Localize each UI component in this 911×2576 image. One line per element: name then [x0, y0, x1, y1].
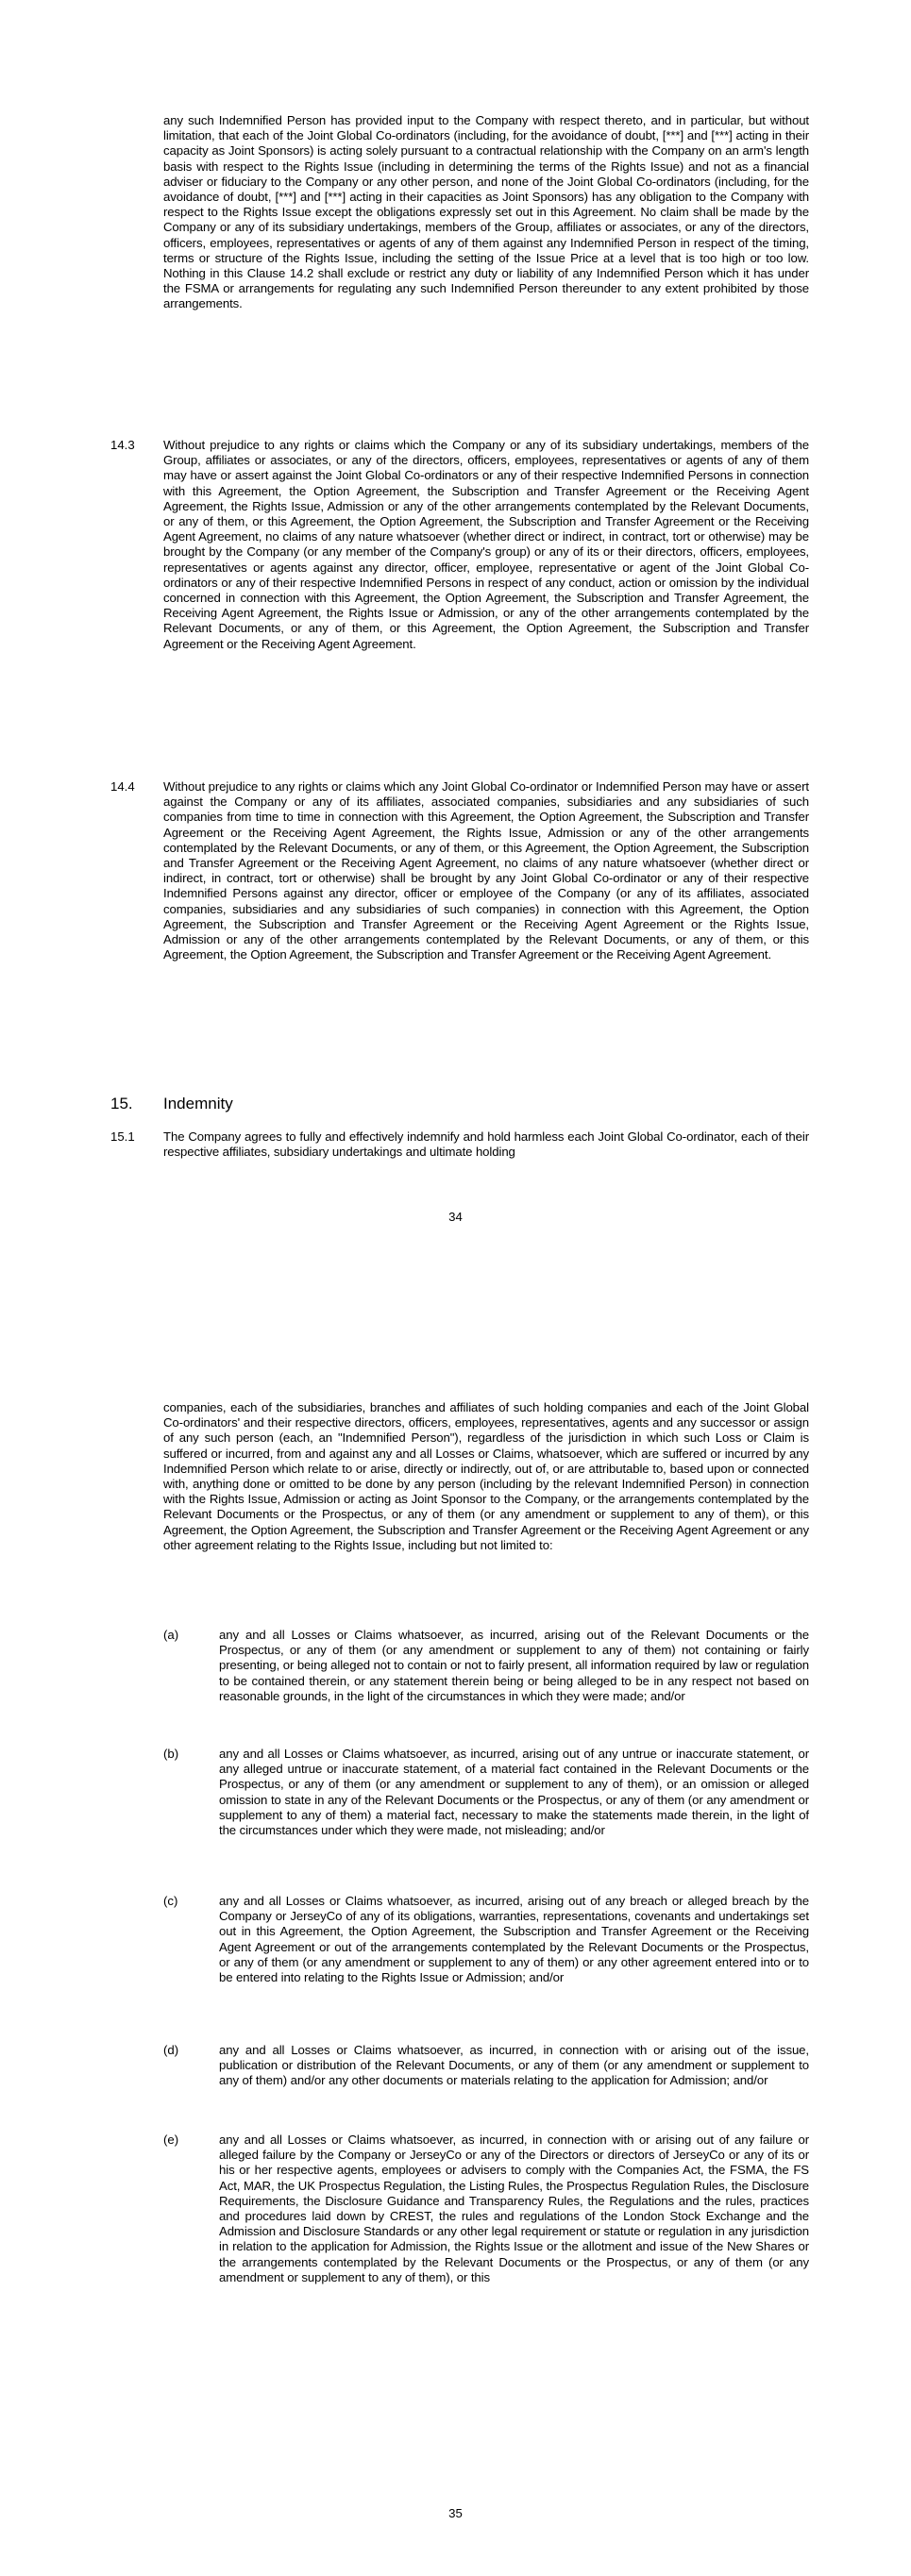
page-34: [0, 0, 911, 1269]
section-15-number: 15.: [110, 1095, 133, 1112]
clause-14-3-text: Without prejudice to any rights or claims which the Company or any of its subsidiary undertakings, members of the Group, affiliates or associates, or any of the directors, officers, employees, representatives or agents of any of them may have or assert against the Joint Global Co-ordinators or any of their respective Indemnified Persons in connection with this Agreement, the Option Agreement, the Subscription and Transfer Agreement or the Receiving Agent Agreement, the Rights Issue, Admission or any of the other arrangements contemplated by the Relevant Documents, or any of them, or this Agreement, the Option Agreement, the Subscription and Transfer Agreement or the Receiving Agent Agreement, no claims of any nature whatsoever (whether direct or indirect, in contract, tort or otherwise) may be brought by the Company (or any member of the Company's group) or any of its or their directors, officers, employees, representatives or agents against any director, officer, employee, representative or agent of the Joint Global Co-ordinators or any of their respective Indemnified Persons in respect of any conduct, action or omission by the individual concerned in connection with this Agreement, the Option Agreement, the Subscription and Transfer Agreement, the Receiving Agent Agreement, the Rights Issue or Admission, or any of the other arrangements contemplated by the Relevant Documents, or any of them, or this Agreement, the Option Agreement, the Subscription and Transfer Agreement or the Receiving Agent Agreement.: [163, 438, 809, 651]
clause-14-3-number: 14.3: [110, 438, 135, 452]
item-c-label: (c): [163, 1894, 178, 1908]
item-d-label: (d): [163, 2043, 179, 2057]
item-e-text: any and all Losses or Claims whatsoever, as incurred, in connection with or arising out of any failure or alleged failure by the Company or JerseyCo or any of the Directors or directors of JerseyCo or any of its or his or her respective agents, employees or advisers to comply with the Companies Act, the FSMA, the FS Act, MAR, the UK Prospectus Regulation, the Listing Rules, the Prospectus Regulation Rules, the Disclosure Requirements, the Disclosure Guidance and Transparency Rules, the Regulations and the rules, practices and procedures laid down by CREST, the rules and regulations of the London Stock Exchange and the Admission and Disclosure Standards or any other legal requirement or statute or regulation in any jurisdiction in relation to the application for Admission, the Rights Issue or the allotment and issue of the New Shares or the arrangements contemplated by the Relevant Documents or the Prospectus, or any of them (or any amendment or supplement to any of them), or this: [219, 2133, 809, 2284]
item-c-text: any and all Losses or Claims whatsoever, as incurred, arising out of any breach or alleged breach by the Company or JerseyCo of any of its obligations, warranties, representations, covenants and undertakings set out in this Agreement, the Option Agreement, the Subscription and Transfer Agreement or the Receiving Agent Agreement or out of the arrangements contemplated by the Relevant Documents or the Prospectus, or any of them (or any amendment or supplement to any of them) or any other agreement entered into or to be entered into relating to the Rights Issue or Admission; and/or: [219, 1894, 809, 1985]
item-e-label: (e): [163, 2133, 179, 2147]
item-b-label: (b): [163, 1747, 179, 1761]
section-15-title: Indemnity: [163, 1095, 233, 1112]
clause-15-1-number: 15.1: [110, 1129, 135, 1144]
page-number: 34: [448, 1210, 463, 1224]
page-35: [0, 1373, 911, 2576]
clause-14-4-text: Without prejudice to any rights or claims which any Joint Global Co-ordinator or Indemnified Person may have or assert against the Company or any of its affiliates, associated companies, subsidiaries and any subsidiaries of such companies from time to time in connection with this Agreement, the Option Agreement, the Subscription and Transfer Agreement or the Receiving Agent Agreement, the Rights Issue, Admission or any of the other arrangements contemplated by the Relevant Documents, or any of them, or this Agreement, the Option Agreement, the Subscription and Transfer Agreement or the Receiving Agent Agreement, no claims of any nature whatsoever (whether direct or indirect, in contract, tort or otherwise) shall be brought by any Joint Global Co-ordinator or any of their respective Indemnified Persons against any director, officer or employee of the Company (or any of its affiliates, associated companies, subsidiaries and any subsidiaries of such companies) in connection with this Agreement, the Option Agreement, the Subscription and Transfer Agreement or the Receiving Agent Agreement or the Rights Issue, Admission or any of the other arrangements contemplated by the Relevant Documents, or any of them, or this Agreement, the Option Agreement, the Subscription and Transfer Agreement or the Receiving Agent Agreement.: [163, 779, 809, 962]
item-b-text: any and all Losses or Claims whatsoever, as incurred, arising out of any untrue or inaccurate statement, or any alleged untrue or inaccurate statement, of a material fact contained in the Relevant Documents or the Prospectus, or any of them (or any amendment or supplement to any of them), or an omission or alleged omission to state in any of the Relevant Documents or the Prospectus, or any of them (or any amendment or supplement to any of them) a material fact, necessary to make the statements made therein, in the light of the circumstances under which they were made, not misleading; and/or: [219, 1747, 809, 1838]
item-a-label: (a): [163, 1628, 179, 1642]
clause-15-1-continuation: companies, each of the subsidiaries, branches and affiliates of such holding companies and each of the Joint Global Co-ordinators' and their respective directors, officers, employees, representatives, agents and any successor or assign of any such person (each, an "Indemnified Person"), regardless of the jurisdiction in which such Loss or Claim is suffered or incurred, from and against any and all Losses or Claims, whatsoever, which are suffered or incurred by any Indemnified Person which relate to or arise, directly or indirectly, out of, or are attributable to, based upon or connected with, anything done or omitted to be done by any person (including by the relevant Indemnified Person) in connection with the Rights Issue, Admission or acting as Joint Sponsor to the Company, or the arrangements contemplated by the Relevant Documents or the Prospectus, or any of them (or any amendment or supplement to any of them), or this Agreement, the Option Agreement, the Subscription and Transfer Agreement or the Receiving Agent Agreement or any other agreement relating to the Rights Issue, including but not limited to:: [163, 1400, 809, 1552]
item-a-text: any and all Losses or Claims whatsoever, as incurred, arising out of the Relevant Documents or the Prospectus, or any of them (or any amendment or supplement to any of them) not containing or fairly presenting, or being alleged not to contain or not to fairly present, all information required by law or regulation to be contained therein, or any statement therein being or being alleged to be in any respect not based on reasonable grounds, in the light of the circumstances in which they were made; and/or: [219, 1628, 809, 1703]
clause-14-4-number: 14.4: [110, 779, 135, 794]
clause-15-1-text: The Company agrees to fully and effectively indemnify and hold harmless each Joint Global Co-ordinator, each of their respective affiliates, subsidiary undertakings and ultimate holding: [163, 1129, 809, 1160]
page-number: 35: [448, 2506, 463, 2520]
clause-14-2-continuation: any such Indemnified Person has provided input to the Company with respect thereto, and in particular, but without limitation, that each of the Joint Global Co-ordinators (including, for the avoidance of doubt, [***] and [***] acting in their capacity as Joint Sponsors) is acting solely pursuant to a contractual relationship with the Company on an arm's length basis with respect to the Rights Issue (including in determining the terms of the Rights Issue) and not as a financial adviser or fiduciary to the Company or any other person, and none of the Joint Global Co-ordinators (including, for the avoidance of doubt, [***] and [***] acting in their capacities as Joint Sponsors) has any obligation to the Company with respect to the Rights Issue except the obligations expressly set out in this Agreement. No claim shall be made by the Company or any of its subsidiary undertakings, members of the Group, affiliates or associates, or any of the directors, officers, employees, representatives or agents of any of them against any Indemnified Person in respect of the timing, terms or structure of the Rights Issue, including the setting of the Issue Price at a level that is too high or too low. Nothing in this Clause 14.2 shall exclude or restrict any duty or liability of any Indemnified Person which it has under the FSMA or arrangements for regulating any such Indemnified Person thereunder to any extent prohibited by those arrangements.: [163, 113, 809, 311]
item-d-text: any and all Losses or Claims whatsoever, as incurred, in connection with or arising out of the issue, publication or distribution of the Relevant Documents, or any of them (or any amendment or supplement to any of them) and/or any other documents or materials relating to the application for Admission; and/or: [219, 2043, 809, 2088]
